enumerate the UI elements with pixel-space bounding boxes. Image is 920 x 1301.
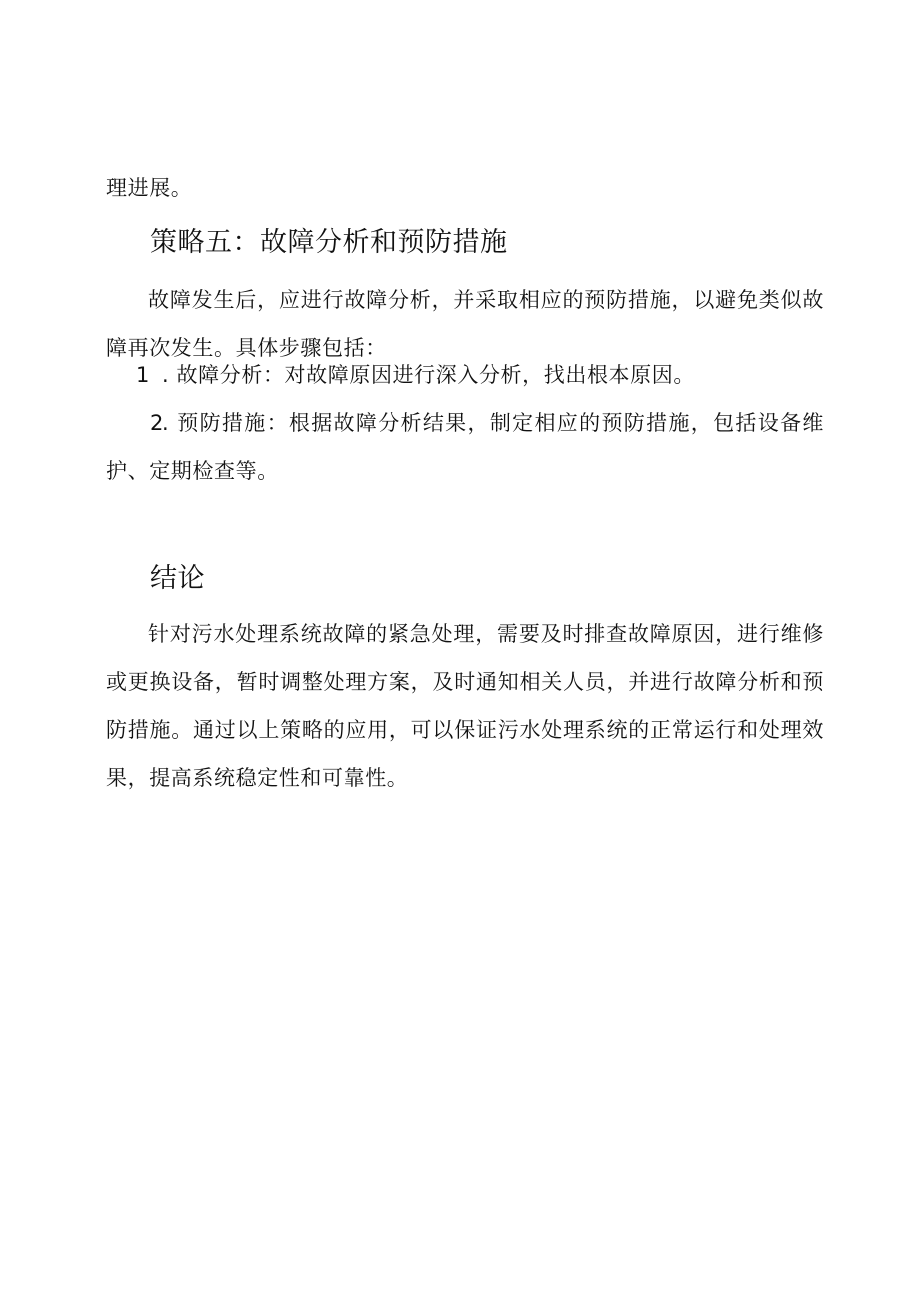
conclusion-paragraph: 针对污水处理系统故障的紧急处理，需要及时排查故障原因，进行维修或更换设备，暂时调整处理方案，及时通知相关人员，并进行故障分析和预防措施。通过以上策略的应用，可以保证污水处理系统的正常运行和处理效果，提高系统稳定性和可靠性。	[106, 622, 824, 790]
list-item-number: 2	[150, 411, 164, 435]
list-item	[106, 351, 824, 399]
section-five-heading: 策略五：故障分析和预防措施	[150, 227, 508, 258]
list-item-text: . 故障分析：对故障原因进行深入分析，找出根本原因。	[162, 363, 695, 387]
list-item	[106, 399, 824, 495]
list-item-number: 1	[136, 363, 150, 387]
continuation-paragraph: 理进展。	[106, 176, 193, 200]
section-five-intro-paragraph: 故障发生后，应进行故障分析，并采取相应的预防措施，以避免类似故障再次发生。具体步骤包括：	[106, 288, 824, 360]
conclusion-heading: 结论	[150, 563, 205, 594]
list-item-text: . 预防措施：根据故障分析结果，制定相应的预防措施，包括设备维护、定期检查等。	[106, 411, 824, 483]
